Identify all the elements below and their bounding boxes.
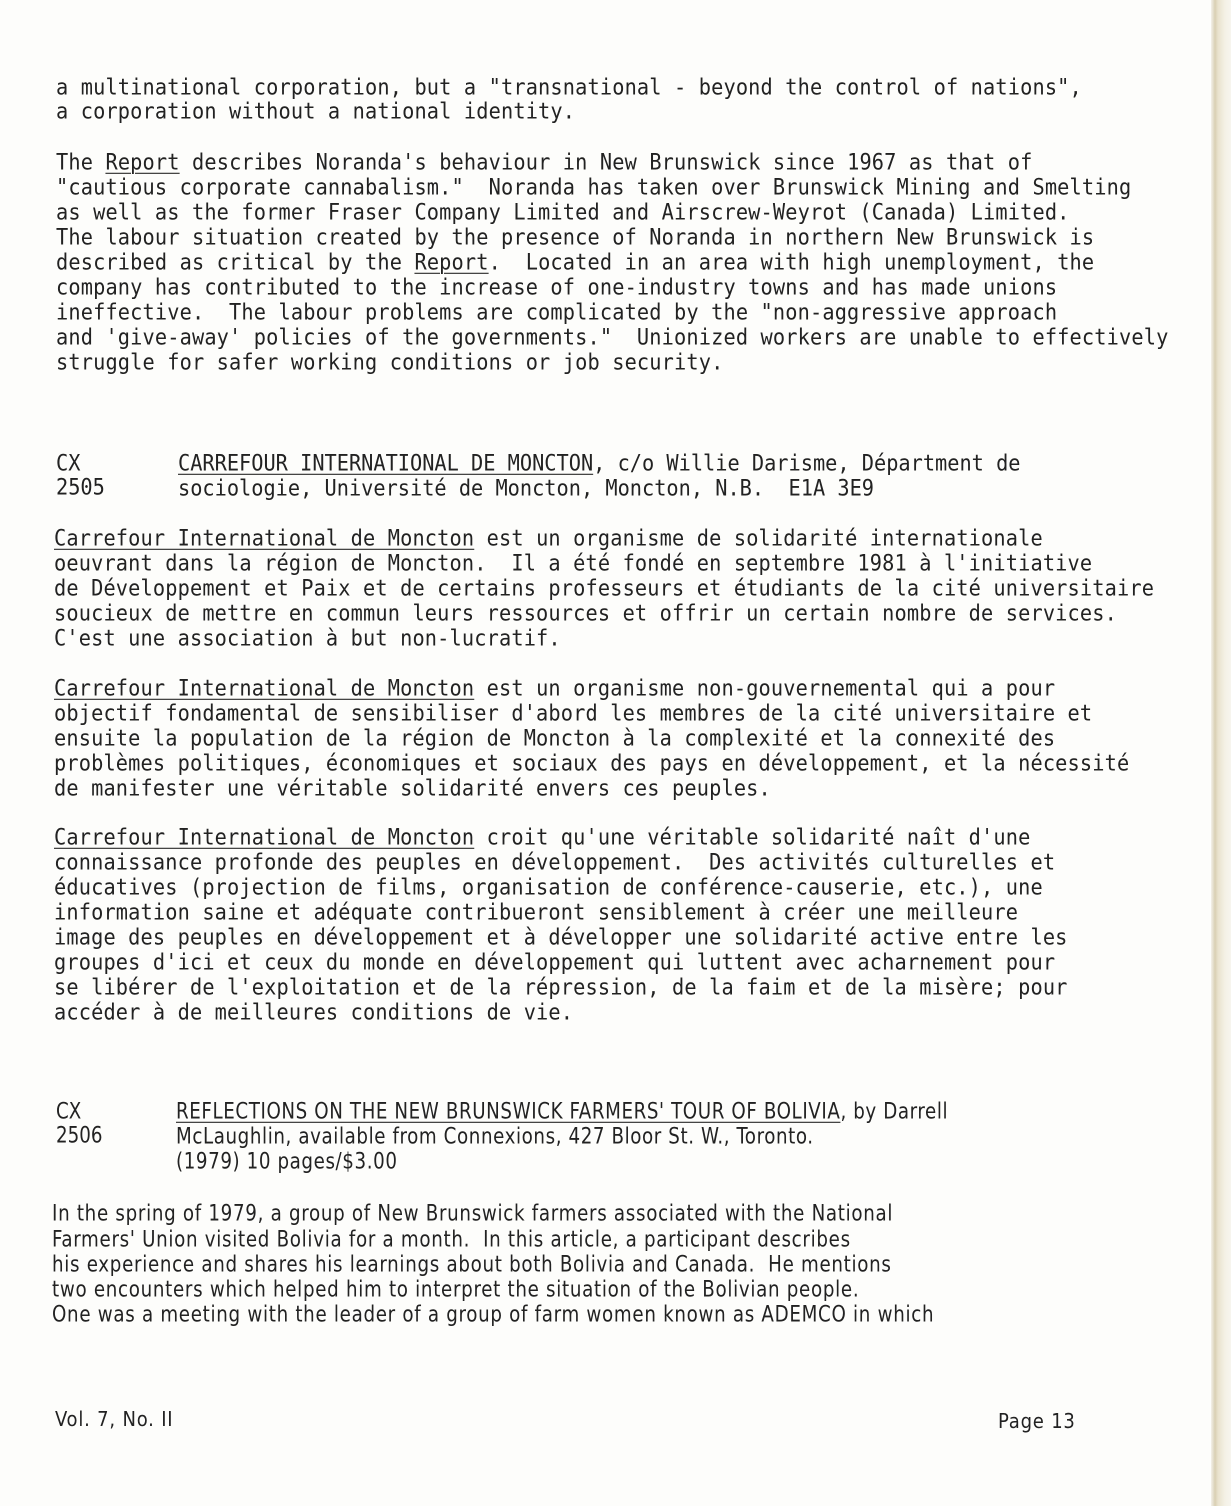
report-title-underlined: Report (414, 249, 489, 275)
text-line: problèmes politiques, économiques et sociaux des pays en développement, et la nécessité (54, 750, 1130, 776)
text-line: Farmers' Union visited Bolivia for a month. In this article, a participant describes (52, 1226, 851, 1252)
organization-name: Carrefour International de Moncton (54, 675, 475, 701)
text-line: The Report describes Noranda's behaviour in New Brunswick since 1967 as that of (56, 149, 1033, 175)
text-line: de manifester une véritable solidarité envers ces peuples. (54, 775, 771, 801)
text-line: connaissance profonde des peuples en développement. Des activités culturelles et (54, 849, 1056, 875)
volume-number: Vol. 7, No. II (55, 1407, 174, 1431)
text-line: de Développement et Paix et de certains professeurs et étudiants de la cité universitaire (54, 575, 1155, 601)
text-line: ensuite la population de la région de Moncton à la complexité et la connexité des (54, 725, 1056, 751)
text-line: company has contributed to the increase of one-industry towns and has made unions (56, 274, 1058, 300)
entry-code: CX (56, 450, 81, 476)
text-line: a corporation without a national identity. (56, 98, 576, 124)
text-line: Carrefour International de Moncton est un organisme non-gouvernemental qui a pour (54, 675, 1056, 701)
text-line: soucieux de mettre en commun leurs ressources et offrir un certain nombre de services. (54, 600, 1117, 626)
text-line: two encounters which helped him to interpret the situation of the Bolivian people. (52, 1276, 860, 1302)
text-line: se libérer de l'exploitation et de la répression, de la faim et de la misère; pour (54, 974, 1068, 1000)
text-line: One was a meeting with the leader of a group of farm women known as ADEMCO in which (52, 1301, 935, 1327)
text-line: The labour situation created by the presence of Noranda in northern New Brunswick is (56, 224, 1095, 250)
text-line: objectif fondamental de sensibiliser d'abord les membres de la cité universitaire et (54, 700, 1093, 726)
text-line: groupes d'ici et ceux du monde en développement qui luttent avec acharnement pour (54, 949, 1056, 975)
text-line: and 'give-away' policies of the governments." Unionized workers are unable to effectively (56, 324, 1169, 350)
text-line: Carrefour International de Moncton croit qu'une véritable solidarité naît d'une (54, 824, 1031, 850)
page-number: Page 13 (998, 1409, 1076, 1433)
text-line: éducatives (projection de films, organisation de conférence-causerie, etc.), une (54, 874, 1043, 900)
entry-code: CX (56, 1098, 82, 1124)
report-title-underlined: Report (105, 149, 180, 175)
text-line: a multinational corporation, but a "transnational - beyond the control of nations", (56, 74, 1082, 100)
text-line: "cautious corporate cannabalism." Noranda has taken over Brunswick Mining and Smelting (56, 174, 1132, 200)
entry-citation-line: (1979) 10 pages/$3.00 (176, 1148, 398, 1174)
entry-citation-line: sociologie, Université de Moncton, Moncton, N.B. E1A 3E9 (178, 475, 874, 501)
entry-citation-line: McLaughlin, available from Connexions, 427 Bloor St. W., Toronto. (176, 1123, 814, 1149)
organization-name: Carrefour International de Moncton (54, 824, 475, 850)
entry-number: 2506 (56, 1122, 103, 1148)
entry-number: 2505 (56, 474, 105, 500)
text-line: information saine et adéquate contribueront sensiblement à créer une meilleure (54, 899, 1019, 925)
text-line: Carrefour International de Moncton est un organisme de solidarité internationale (54, 525, 1043, 551)
page-binding-edge (1211, 0, 1231, 1506)
entry-citation: REFLECTIONS ON THE NEW BRUNSWICK FARMERS' TOUR OF BOLIVIA, by Darrell (176, 1098, 949, 1124)
text-line: struggle for safer working conditions or job security. (56, 349, 724, 375)
text-line: image des peuples en développement et à développer une solidarité active entre les (54, 924, 1068, 950)
text-line: as well as the former Fraser Company Limited and Airscrew-Weyrot (Canada) Limited. (56, 199, 1070, 225)
entry-citation: CARREFOUR INTERNATIONAL DE MONCTON, c/o Willie Darisme, Départment de (178, 450, 1021, 476)
entry-title: REFLECTIONS ON THE NEW BRUNSWICK FARMERS' TOUR OF BOLIVIA (176, 1098, 841, 1124)
entry-title: CARREFOUR INTERNATIONAL DE MONCTON (178, 450, 594, 476)
text-line: In the spring of 1979, a group of New Brunswick farmers associated with the National (52, 1200, 894, 1226)
text-line: his experience and shares his learnings about both Bolivia and Canada. He mentions (52, 1251, 892, 1277)
text-line: oeuvrant dans la région de Moncton. Il a été fondé en septembre 1981 à l'initiative (54, 550, 1093, 576)
text-line: C'est une association à but non-lucratif. (54, 625, 561, 651)
text-line: accéder à de meilleures conditions de vie. (54, 999, 574, 1025)
text-line: ineffective. The labour problems are complicated by the "non-aggressive approach (56, 299, 1058, 325)
text-line: described as critical by the Report. Located in an area with high unemployment, the (56, 249, 1095, 275)
organization-name: Carrefour International de Moncton (54, 525, 475, 551)
